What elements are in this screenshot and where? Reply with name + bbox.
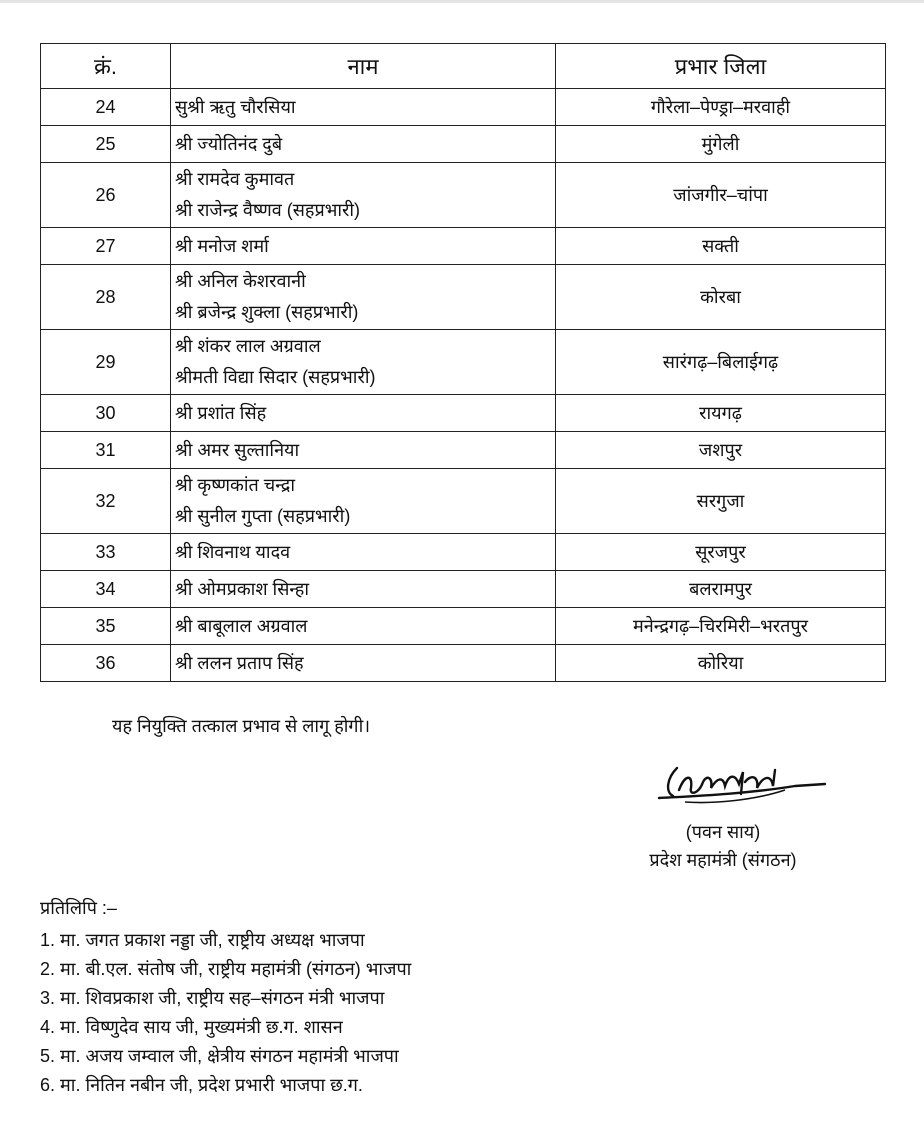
copy-to-list	[40, 926, 411, 1100]
row-district: सूरजपुर	[556, 534, 886, 571]
table-row	[41, 534, 886, 571]
row-names	[171, 265, 556, 330]
row-number: 31	[41, 432, 171, 469]
row-names	[171, 228, 556, 265]
row-number: 28	[41, 265, 171, 330]
signatory-name: (पवन साय)	[685, 822, 761, 842]
row-names	[171, 469, 556, 534]
row-names	[171, 432, 556, 469]
row-district: गौरेला–पेण्ड्रा–मरवाही	[556, 89, 886, 126]
row-number: 36	[41, 645, 171, 682]
co-incharge-name: श्री राजेन्द्र वैष्णव (सहप्रभारी)	[175, 200, 361, 220]
incharge-name: श्री ओमप्रकाश सिन्हा	[175, 578, 309, 599]
top-edge	[0, 0, 924, 3]
table-row	[41, 265, 886, 330]
row-names	[171, 645, 556, 682]
row-district: सारंगढ़–बिलाईगढ़	[556, 330, 886, 395]
header-number: क्रं.	[41, 44, 171, 89]
row-names	[171, 89, 556, 126]
row-number: 34	[41, 571, 171, 608]
row-district: जशपुर	[556, 432, 886, 469]
row-number: 30	[41, 395, 171, 432]
signatory-designation: प्रदेश महामंत्री (संगठन)	[649, 850, 797, 870]
row-district: कोरिया	[556, 645, 886, 682]
table-row	[41, 395, 886, 432]
incharge-name: श्री शंकर लाल अग्रवाल	[175, 336, 321, 356]
row-names	[171, 571, 556, 608]
row-names	[171, 126, 556, 163]
co-incharge-name: श्रीमती विद्या सिदार (सहप्रभारी)	[175, 367, 376, 387]
incharge-name: श्री ज्योतिनंद दुबे	[175, 133, 283, 154]
row-number: 26	[41, 163, 171, 228]
header-district: प्रभार जिला	[556, 44, 886, 89]
incharge-name: श्री प्रशांत सिंह	[175, 402, 267, 423]
copy-to-item: 3. मा. शिवप्रकाश जी, राष्ट्रीय सह–संगठन मंत्री भाजपा	[40, 988, 385, 1008]
incharge-name: श्री बाबूलाल अग्रवाल	[175, 615, 308, 636]
header-name: नाम	[171, 44, 556, 89]
row-number: 33	[41, 534, 171, 571]
incharge-name: श्री मनोज शर्मा	[175, 235, 269, 256]
row-district: कोरबा	[556, 265, 886, 330]
table-row	[41, 571, 886, 608]
row-district: जांजगीर–चांपा	[556, 163, 886, 228]
row-number: 24	[41, 89, 171, 126]
incharge-name: सुश्री ऋतु चौरसिया	[175, 96, 296, 117]
row-names	[171, 395, 556, 432]
row-district: सरगुजा	[556, 469, 886, 534]
effective-note: यह नियुक्ति तत्काल प्रभाव से लागू होगी।	[112, 716, 371, 736]
row-names	[171, 534, 556, 571]
row-district: रायगढ़	[556, 395, 886, 432]
signature-image	[655, 760, 830, 810]
copy-to-title: प्रतिलिपि :–	[40, 898, 117, 918]
co-incharge-name: श्री सुनील गुप्ता (सहप्रभारी)	[175, 506, 351, 526]
table-row	[41, 228, 886, 265]
district-incharge-table	[40, 43, 886, 682]
copy-to-item: 5. मा. अजय जम्वाल जी, क्षेत्रीय संगठन महामंत्री भाजपा	[40, 1046, 399, 1066]
table-row	[41, 330, 886, 395]
copy-to-item: 4. मा. विष्णुदेव साय जी, मुख्यमंत्री छ.ग. शासन	[40, 1017, 343, 1037]
row-names	[171, 608, 556, 645]
signatory-block	[608, 818, 838, 874]
row-number: 27	[41, 228, 171, 265]
table-row	[41, 432, 886, 469]
copy-to-item: 6. मा. नितिन नबीन जी, प्रदेश प्रभारी भाजपा छ.ग.	[40, 1075, 363, 1095]
table-row	[41, 163, 886, 228]
incharge-name: श्री ललन प्रताप सिंह	[175, 652, 304, 673]
incharge-name: श्री अमर सुल्तानिया	[175, 439, 300, 460]
row-names	[171, 163, 556, 228]
row-district: मुंगेली	[556, 126, 886, 163]
row-number: 29	[41, 330, 171, 395]
incharge-name: श्री शिवनाथ यादव	[175, 541, 291, 562]
table-row	[41, 608, 886, 645]
table-row	[41, 89, 886, 126]
table-row	[41, 645, 886, 682]
row-district: मनेन्द्रगढ़–चिरमिरी–भरतपुर	[556, 608, 886, 645]
row-number: 35	[41, 608, 171, 645]
table-row	[41, 469, 886, 534]
row-district: बलरामपुर	[556, 571, 886, 608]
co-incharge-name: श्री ब्रजेन्द्र शुक्ला (सहप्रभारी)	[175, 302, 359, 322]
row-number: 25	[41, 126, 171, 163]
copy-to-item: 2. मा. बी.एल. संतोष जी, राष्ट्रीय महामंत्री (संगठन) भाजपा	[40, 959, 412, 979]
table-body	[41, 89, 886, 682]
row-names	[171, 330, 556, 395]
row-district: सक्ती	[556, 228, 886, 265]
incharge-name: श्री कृष्णकांत चन्द्रा	[175, 475, 295, 495]
row-number: 32	[41, 469, 171, 534]
table-header-row	[41, 44, 886, 89]
copy-to-item: 1. मा. जगत प्रकाश नड्डा जी, राष्ट्रीय अध्यक्ष भाजपा	[40, 930, 365, 950]
incharge-name: श्री अनिल केशरवानी	[175, 271, 306, 291]
table-row	[41, 126, 886, 163]
incharge-name: श्री रामदेव कुमावत	[175, 169, 295, 189]
